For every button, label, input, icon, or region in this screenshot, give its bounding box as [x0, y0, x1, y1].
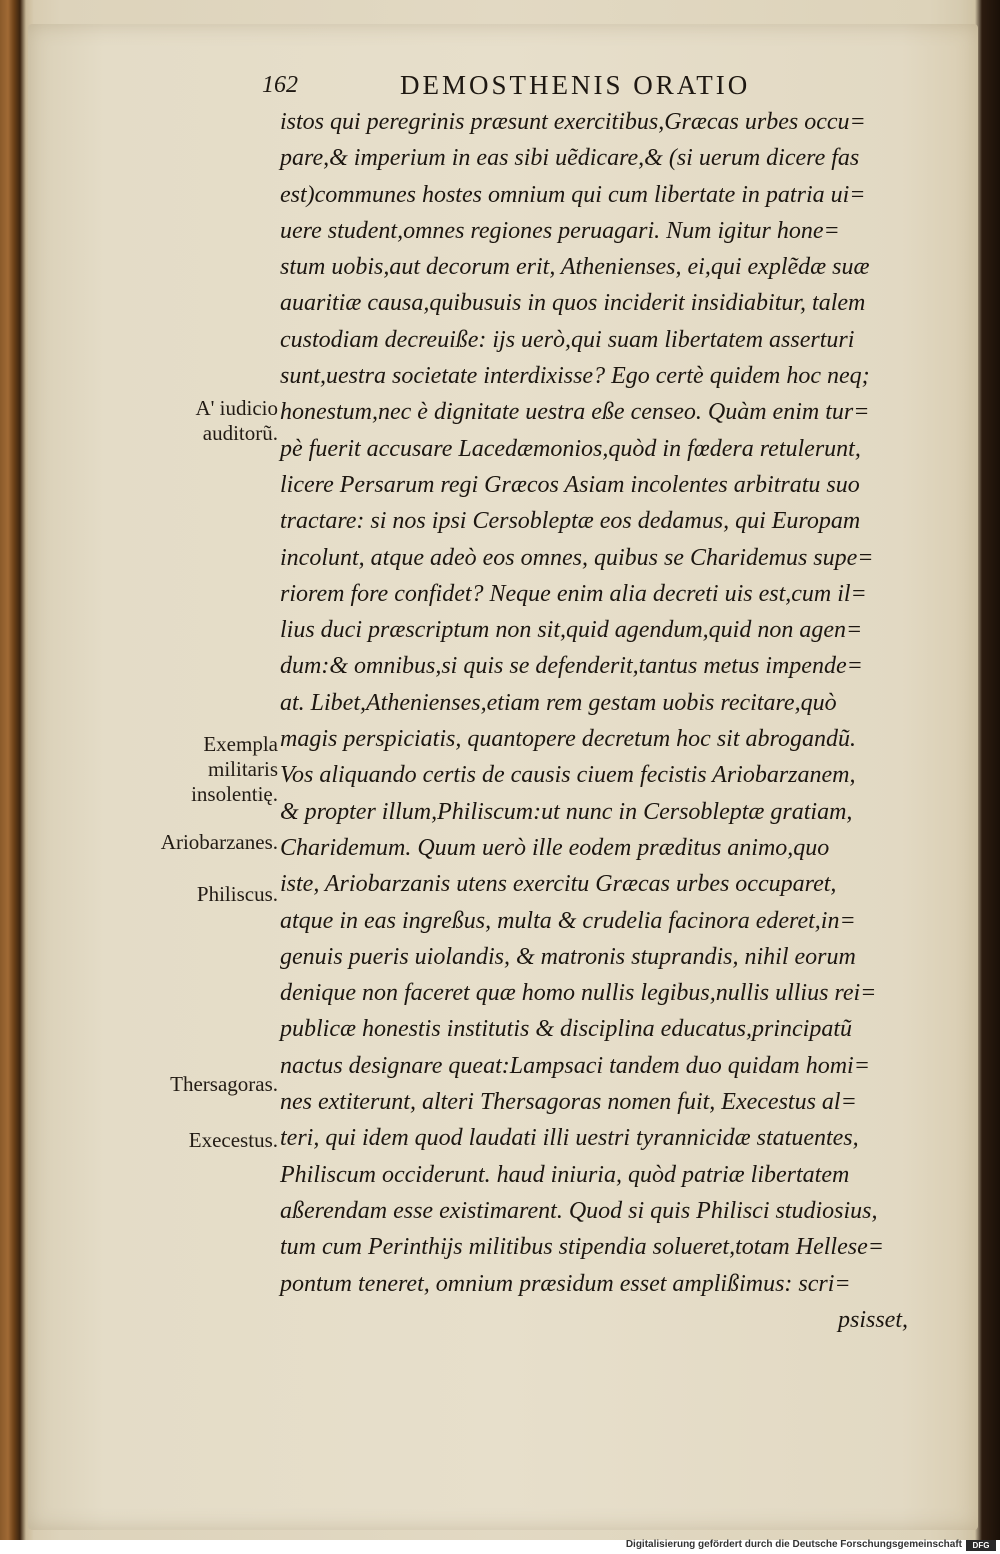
text-line: teri, qui idem quod laudati illi uestri tyrannicidæ statuentes, [280, 1125, 859, 1152]
text-line: auaritiæ causa,quibusuis in quos inciderit insidiabitur, talem [280, 290, 866, 317]
text-line: Vos aliquando certis de causis ciuem fecistis Ariobarzanem, [280, 762, 856, 789]
main-text [280, 104, 932, 1338]
text-line: genuis pueris uiolandis, & matronis stuprandis, nihil eorum [280, 943, 856, 970]
text-line: pare,& imperium in eas sibi uẽdicare,& (si uerum dicere fas [280, 145, 860, 172]
text-line: denique non faceret quæ homo nullis legibus,nullis ullius rei= [280, 980, 877, 1007]
text-line: psisset, [837, 1306, 908, 1333]
text-line: licere Persarum regi Græcos Asiam incolentes arbitratu suo [280, 471, 860, 498]
margin-note-execestus: Execestus. [188, 1128, 278, 1152]
text-line: aßerendam esse existimarent. Quod si quis Philisci studiosius, [280, 1197, 878, 1224]
text-line: tractare: si nos ipsi Cersobleptæ eos dedamus, qui Europam [280, 508, 861, 535]
text-line: istos qui peregrinis præsunt exercitibus,Græcas urbes occu= [280, 109, 866, 135]
text-line: est)communes hostes omnium qui cum libertate in patria ui= [280, 181, 866, 208]
text-line: at. Libet,Athenienses,etiam rem gestam uobis recitare,quò [280, 689, 837, 716]
text-line: magis perspiciatis, quantopere decretum hoc sit abrogandũ. [280, 726, 856, 753]
text-line: sunt,uestra societate interdixisse? Ego certè quidem hoc neq; [280, 363, 870, 390]
text-line: incolunt, atque adeò eos omnes, quibus se Charidemus supe= [280, 544, 874, 571]
text-line: atque in eas ingreßus, multa & crudelia facinora ederet,in= [280, 907, 856, 934]
text-line: & propter illum,Philiscum:ut nunc in Cersobleptæ gratiam, [280, 798, 853, 825]
margin-note-thersagoras: Thersagoras. [170, 1072, 278, 1096]
margin-note-exempla: Exempla militaris insolentię. [191, 732, 278, 806]
margin-note-ariobarzanes: Ariobarzanes. [160, 830, 278, 854]
dfg-logo-icon: DFG [966, 1540, 996, 1551]
text-line: riorem fore confidet? Neque enim alia decreti uis est,cum il= [280, 580, 867, 607]
text-line: lius duci præscriptum non sit,quid agendum,quid non agen= [280, 617, 863, 644]
text-line: uere student,omnes regiones peruagari. Num igitur hone= [280, 217, 840, 244]
text-line: Charidemum. Quum uerò ille eodem præditus animo,quo [280, 834, 830, 861]
text-line: dum:& omnibus,si quis se defenderit,tantus metus impende= [280, 653, 863, 680]
text-line: nactus designare queat:Lampsaci tandem duo quidam homi= [280, 1052, 870, 1079]
margin-note-philiscus: Philiscus. [196, 882, 278, 906]
text-line: custodiam decreuiße: ijs uerò,qui suam libertatem asserturi [280, 326, 855, 353]
text-line: pè fuerit accusare Lacedæmonios,quòd in fœdera retulerunt, [280, 435, 861, 462]
text-line: tum cum Perinthijs militibus stipendia solueret,totam Hellese= [280, 1234, 884, 1261]
text-line: pontum teneret, omnium præsidum esset amplißimus: scri= [280, 1270, 851, 1297]
text-line: publicæ honestis institutis & disciplina educatus,principatũ [280, 1016, 852, 1043]
text-line: stum uobis,aut decorum erit, Athenienses, ei,qui explẽdæ suæ [280, 254, 870, 281]
page-number: 162 [262, 72, 298, 98]
margin-note-iudicio: A' iudicio auditorũ. [195, 396, 278, 445]
text-line: honestum,nec è dignitate uestra eße censeo. Quàm enim tur= [280, 399, 870, 426]
running-head: DEMOSTHENIS ORATIO [400, 70, 751, 100]
text-line: Philiscum occiderunt. haud iniuria, quòd patriæ libertatem [280, 1161, 850, 1188]
text-line: iste, Ariobarzanis utens exercitu Græcas urbes occuparet, [280, 871, 837, 898]
text-line: nes extiterunt, alteri Thersagoras nomen fuit, Execestus al= [280, 1089, 857, 1116]
digitization-credit: Digitalisierung gefördert durch die Deutsche Forschungsgemeinschaft [625, 1539, 962, 1550]
